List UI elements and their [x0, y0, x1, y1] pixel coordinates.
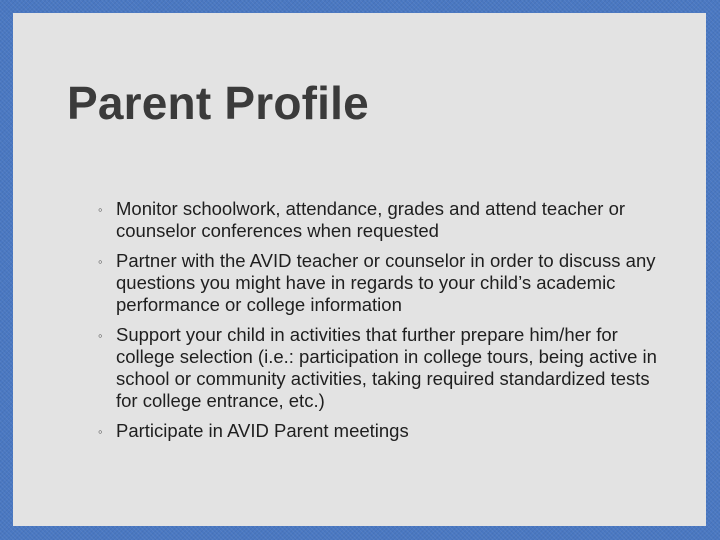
bullet-text: Partner with the AVID teacher or counselor in order to discuss any questions you might have in regards to your child’s academic performance or college information — [116, 250, 656, 315]
bullet-text: Participate in AVID Parent meetings — [116, 420, 409, 441]
bullet-item-3 — [96, 324, 676, 412]
content-panel — [13, 13, 706, 526]
bullet-marker-icon: ◦ — [98, 202, 103, 217]
bullet-item-4 — [96, 420, 676, 442]
bullet-item-2 — [96, 250, 676, 316]
bullet-text: Monitor schoolwork, attendance, grades and attend teacher or counselor conferences when requested — [116, 198, 626, 241]
bullet-marker-icon: ◦ — [98, 254, 103, 269]
bullet-marker-icon: ◦ — [98, 424, 103, 439]
slide-title: Parent Profile — [67, 77, 369, 129]
bullet-marker-icon: ◦ — [98, 328, 103, 343]
bullet-item-1 — [96, 198, 676, 242]
bullet-list — [96, 198, 676, 450]
bullet-text: Support your child in activities that further prepare him/her for college selection (i.e.: participation in college tours, being active in school or community activities, taking required standardized tests for college entrance, etc.) — [116, 324, 657, 411]
